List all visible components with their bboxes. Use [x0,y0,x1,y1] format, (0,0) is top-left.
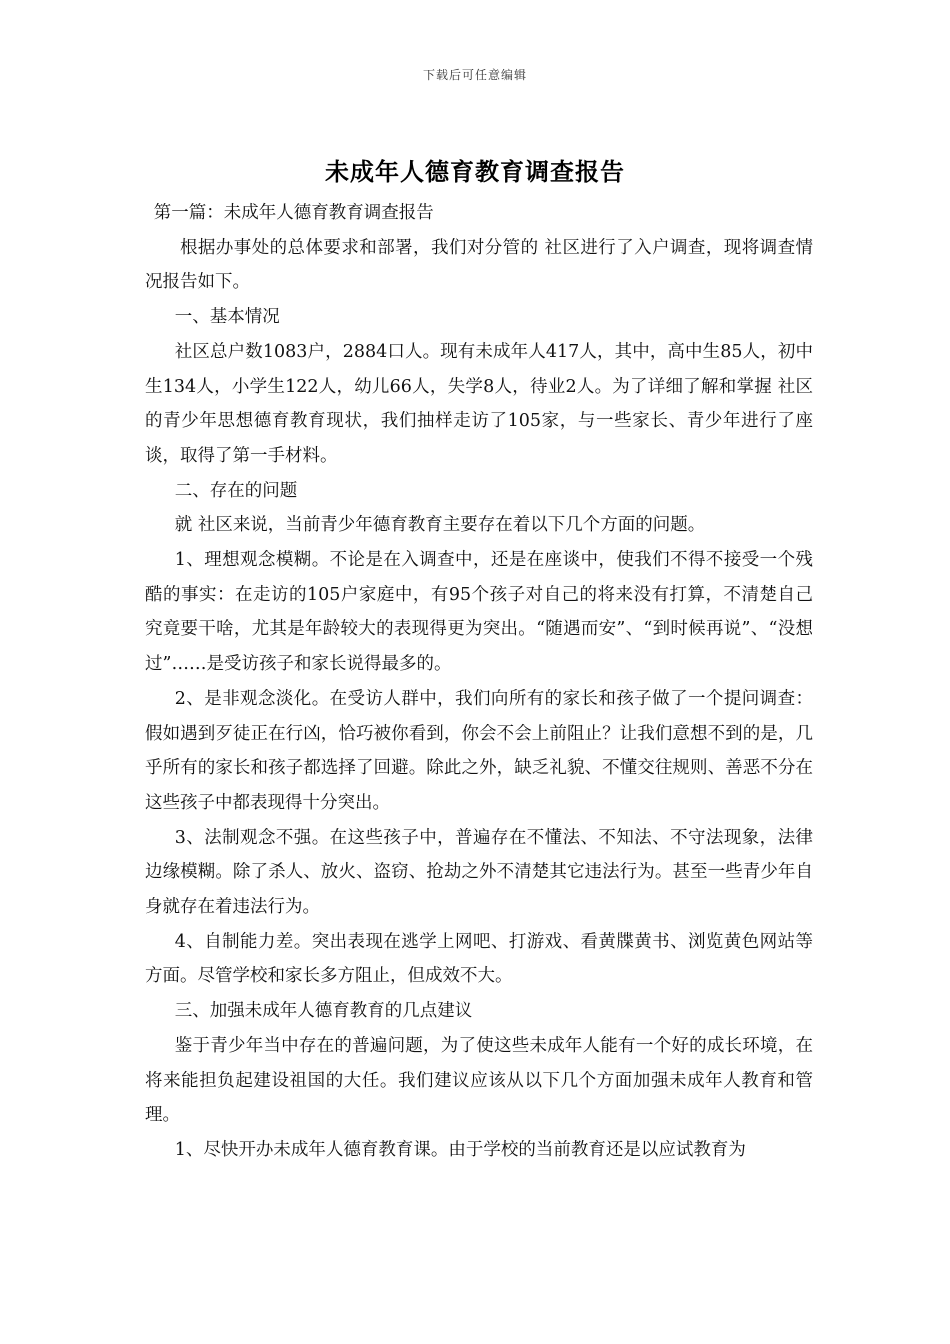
section-heading: 一、基本情况 [174,307,280,328]
paragraph: 鉴于青少年当中存在的普遍问题，为了使这些未成年人能有一个好的成长环境，在将来能担负起建设祖国的大任。我们建议应该从以下几个方面加强未成年人教育和管理。 [145,1035,813,1126]
section-heading: 三、加强未成年人德育教育的几点建议 [174,1001,473,1022]
section-heading: 二、存在的问题 [174,480,298,501]
paragraph: 1、理想观念模糊。不论是在入调查中，还是在座谈中，使我们不得不接受一个残酷的事实：在走访的105户家庭中，有95个孩子对自己的将来没有打算，不清楚自己究竟要干啥，尤其是年龄较大的表现得更为突出。“随遇而安”、“到时候再说”、“没想过”……是受访孩子和家长说得最多的。 [145,550,813,675]
document-title: 未成年人德育教育调查报告 [325,157,625,186]
page-header-note: 下载后可任意编辑 [422,68,527,82]
paragraph: 社区总户数1083户，2884口人。现有未成年人417人，其中，高中生85人，初中生134人，小学生122人，幼儿66人，失学8人，待业2人。为了详细了解和掌握 社区的青少年思想德育教育现状，我们抽样走访了105家，与一些家长、青少年进行了座谈，取得了第一手材料。 [145,341,813,466]
paragraph: 根据办事处的总体要求和部署，我们对分管的 社区进行了入户调查，现将调查情况报告如下。 [145,237,813,293]
document-body [145,196,813,1168]
paragraph: 就 社区来说，当前青少年德育教育主要存在着以下几个方面的问题。 [174,515,706,536]
paragraph: 3、法制观念不强。在这些孩子中，普遍存在不懂法、不知法、不守法现象，法律边缘模糊。除了杀人、放火、盗窃、抢劫之外不清楚其它违法行为。甚至一些青少年自身就存在着违法行为。 [145,827,813,918]
paragraph: 2、是非观念淡化。在受访人群中，我们向所有的家长和孩子做了一个提问调查：假如遇到歹徒正在行凶，恰巧被你看到，你会不会上前阻止？让我们意想不到的是，几乎所有的家长和孩子都选择了回避。除此之外，缺乏礼貌、不懂交往规则、善恶不分在这些孩子中都表现得十分突出。 [145,688,813,813]
section-heading: 第一篇：未成年人德育教育调查报告 [153,203,434,223]
paragraph: 1、尽快开办未成年人德育教育课。由于学校的当前教育还是以应试教育为 [174,1139,746,1160]
paragraph: 4、自制能力差。突出表现在逃学上网吧、打游戏、看黄牒黄书、浏览黄色网站等方面。尽管学校和家长多方阻止，但成效不大。 [145,931,813,987]
